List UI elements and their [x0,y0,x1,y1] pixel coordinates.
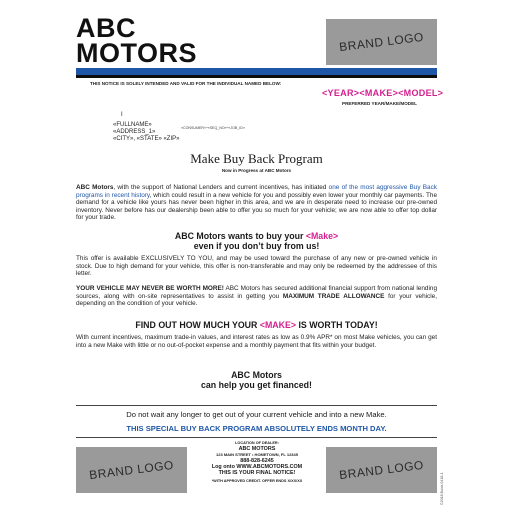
brand-logo-bottom-left: BRAND LOGO [76,447,187,493]
dealer-info [196,440,318,484]
dealer-label: LOCATION OF DEALER: [235,441,279,445]
year-make-model-caption: PREFERRED YEAR/MAKE/MODEL [342,101,417,106]
page-subtitle: Now in Progress at ABC Motors [221,168,292,173]
heading2-make-placeholder: <MAKE> [259,320,297,330]
side-code: ©2018 Buick 0418-1 [440,472,444,505]
header-dark-bar [76,75,437,78]
address-block [113,122,179,143]
address-city-state-zip: «CITY», «STATE» «ZIP» [113,136,180,142]
dealer-phone: 888-828-6245 [240,458,274,464]
dealer-street: 123 MAIN STREET • HOMETOWN, FL 12345 [216,452,298,457]
brand-logo-top: BRAND LOGO [326,19,437,65]
footer-bottom-rule [76,437,437,438]
heading-financing: ABC Motors can help you get financed! [201,370,312,390]
address-line1: «ADDRESS_1» [113,129,156,135]
final-notice: THIS IS YOUR FINAL NOTICE! [218,470,296,476]
heading-find-out-worth: FIND OUT HOW MUCH YOUR <MAKE> IS WORTH TODAY! [135,320,378,330]
incentives-paragraph: With current incentives, maximum trade-in values, and interest rates as low as 0.9% APR* on most Make vehicles, you can get into a new Make with little or no out-of-pocket expense and a monthly payment that fits within your budget. [76,334,437,349]
exclusive-offer-paragraph: This offer is available EXCLUSIVELY TO YOU, and may be used toward the purchase of any new or pre-owned vehicle in stock. Due to high demand for your vehicle, this offer is non-transferable and may only be redeemed by the addressee of this letter. [76,255,437,278]
company-name-line1: ABC [76,13,136,43]
footer-top-rule [76,405,437,406]
intro-lead: ABC Motors [76,184,114,191]
page-title: Make Buy Back Program [190,151,323,166]
footer-line1: Do not wait any longer to get out of your current vehicle and into a new Make. [126,410,387,419]
brand-logo-bottom-right: BRAND LOGO [326,447,437,493]
heading-wants-to-buy: ABC Motors wants to buy your <Make> even if you don’t buy from us! [174,231,339,251]
heading-make-placeholder: <Make> [305,231,339,241]
company-name [76,13,198,68]
intro-link-text: one of the most aggressive Buy Back programs in recent history [76,184,438,199]
intro-text-2: , which could result in a new vehicle for you and possibly even lower your monthly car payments. The demand for a vehicle like yours has never been higher in this area, and we are in desperate need to increase our pre-owned inventory. Never before has our dealership been able to offer you so much for your vehicle; we are now able to offer top dollar for your trade. [76,191,437,222]
barcode-marker: I [121,112,123,118]
footer-line2: THIS SPECIAL BUY BACK PROGRAM ABSOLUTELY ENDS MONTH DAY. [126,424,387,433]
consumer-code: «CONSUMER»^«SEQ_NO»^«JOB_ID» [181,126,245,130]
intro-text-1: , with the support of National Lenders and current incentives, has initiated [113,184,329,191]
dealer-website: Log onto WWW.ABCMOTORS.COM [211,464,303,470]
notice-text: THIS NOTICE IS SOLELY INTENDED AND VALID FOR THE INDIVIDUAL NAMED BELOW: [90,81,282,86]
worth-more-paragraph: YOUR VEHICLE MAY NEVER BE WORTH MORE! ABC Motors has secured additional financial support from national lending sources, along with on-site representatives to assist in getting you MAXIMUM TRADE ALLOWANCE for your vehicle, depending on the condition of your vehicle. [76,285,437,308]
address-fullname: «FULLNAME» [113,122,152,128]
header-blue-bar [76,68,437,75]
dealer-name: ABC MOTORS [238,446,276,452]
disclaimer: *WITH APPROVED CREDIT. OFFER ENDS X/XX/XX [211,479,303,483]
company-name-line2: MOTORS [76,38,198,68]
year-make-model: <YEAR><MAKE><MODEL> [322,88,444,98]
intro-paragraph [76,184,437,222]
